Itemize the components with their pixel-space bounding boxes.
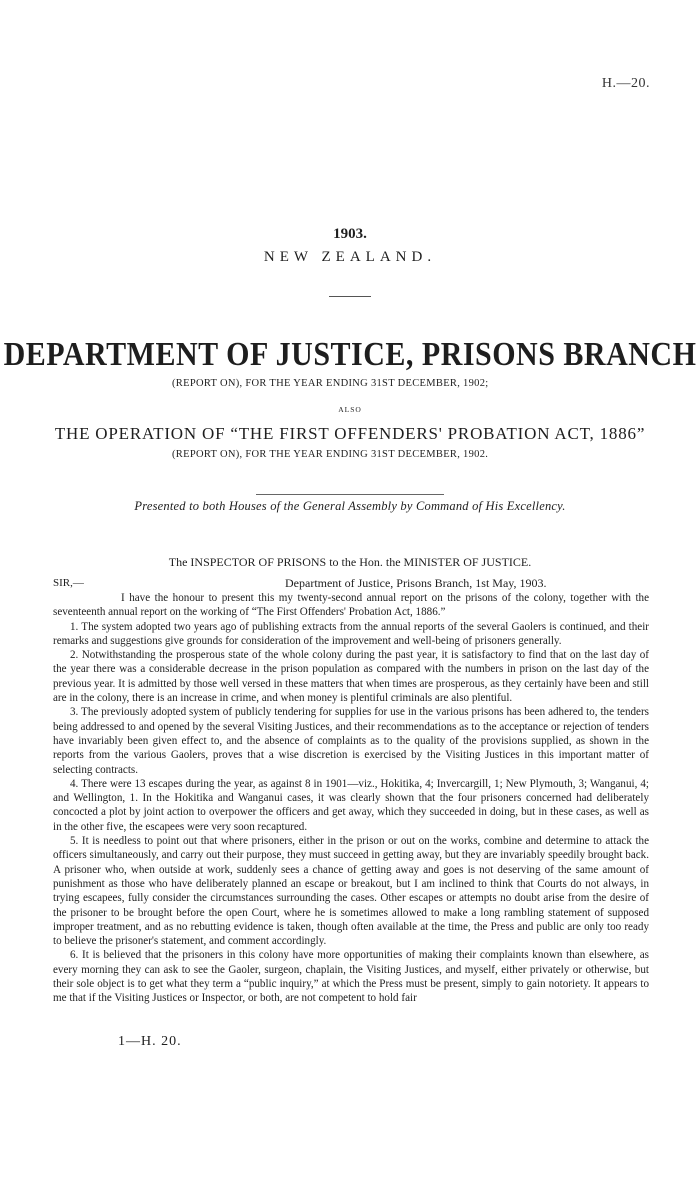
paragraph-2: 2. Notwithstanding the prosperous state of the whole colony during the past year, it is satisfactory to find that on the last day of the year there was a considerable decrease in the prison population as compared with the numbers in prison on the last day of the previous year. It is admitted by those well versed in these matters that when times are prosperous, as they certainly have been and still are in the colony, there is an increase in crime, and when money is plentiful criminals are also plentiful. [53,649,649,705]
page-identifier: H.—20. [601,76,650,91]
sheet-signature-mark: 1—H. 20. [118,1034,182,1049]
paragraph-intro: I have the honour to present this my twenty-second annual report on the prisons of the colony, together with the seventeenth annual report on the working of “The First Offenders' Probation Act, 1886.” [53,592,649,619]
letter-salutation: SIR,— [53,577,84,589]
report-year: 1903. [333,226,367,242]
presented-line: Presented to both Houses of the General Assembly by Command of His Excellency. [134,499,566,513]
paragraph-1: 1. The system adopted two years ago of publishing extracts from the annual reports of the several Gaolers is continued, and their remarks and suggestions give grounds for consideration of the improvement and well-being of prisoners generally. [53,620,649,647]
paragraph-6: 6. It is believed that the prisoners in this colony have more opportunities of making their complaints known than elsewhere, as every morning they can ask to see the Gaoler, surgeon, chaplain, the Visiting Justices, and myself, either privately or otherwise, but their sole object is to get what they term a “public inquiry,” at which the Press must be present, simply to gain notoriety. It appears to me that if the Visiting Justices or Inspector, or both, are not competent to hold fair [53,949,649,1005]
subtitle-report-period: (REPORT ON), FOR THE YEAR ENDING 31ST DECEMBER, 1902; [172,378,489,389]
letter-dateline: Department of Justice, Prisons Branch, 1st May, 1903. [285,576,547,590]
paragraph-5: 5. It is needless to point out that where prisoners, either in the prison or out on the works, combine and determine to attack the officers simultaneously, and carry out their purpose, they must succeed in getting away, but they are invariably speedily brought back. A prisoner who, when outside at work, suddenly sees a chance of getting away and goes is not deserving of the same amount of punishment as those who have deliberately planned an escape or breakout, but I am inclined to think that Courts do not always, in trying escapees, fully consider the circumstances surrounding the cases. Other escapes or attempts no doubt arise from the desire of the prisoner to be brought before the open Court, where he is sometimes allowed to make a long rambling statement of supposed improper treatment, and as no rebutting evidence is taken, though often available at the time, the Press and public are only too ready to believe the prisoner's statement, and comment accordingly. [53,835,649,948]
letter-addressee: The INSPECTOR OF PRISONS to the Hon. the MINISTER OF JUSTICE. [168,555,532,569]
letter-body [53,591,649,1006]
secondary-title: THE OPERATION OF “THE FIRST OFFENDERS' PROBATION ACT, 1886” [54,424,646,443]
short-divider [329,296,371,297]
subtitle-report-period-2: (REPORT ON), FOR THE YEAR ENDING 31ST DECEMBER, 1902. [172,449,489,460]
country-heading: NEW ZEALAND. [263,249,437,265]
paragraph-3: 3. The previously adopted system of publicly tendering for supplies for use in the various prisons has been adhered to, the tenders being addressed to and opened by the several Visiting Justices, and their recommendations as to the acceptance or rejection of tenders have invariably been given effect to, and the absence of complaints as to the quality of the provisions supplied, as shown in the reports from the various Gaolers, proves that a wise discretion is exercised by the Visiting Justices in this important matter of selecting contracts. [53,706,649,776]
also-label: ALSO [338,405,362,414]
paragraph-4: 4. There were 13 escapes during the year, as against 8 in 1901—viz., Hokitika, 4; Invercargill, 1; New Plymouth, 3; Wanganui, 4; and Wellington, 1. In the Hokitika and Wanganui cases, it was clearly shown that the four prisoners concerned had deliberately concocted a plot by joint action to overpower the officers and get away, which they succeeded in doing, but in these cases, as well as in the other five, the escapees were very soon recaptured. [53,777,649,833]
main-title: DEPARTMENT OF JUSTICE, PRISONS BRANCH [3,336,697,373]
divider [256,494,444,495]
